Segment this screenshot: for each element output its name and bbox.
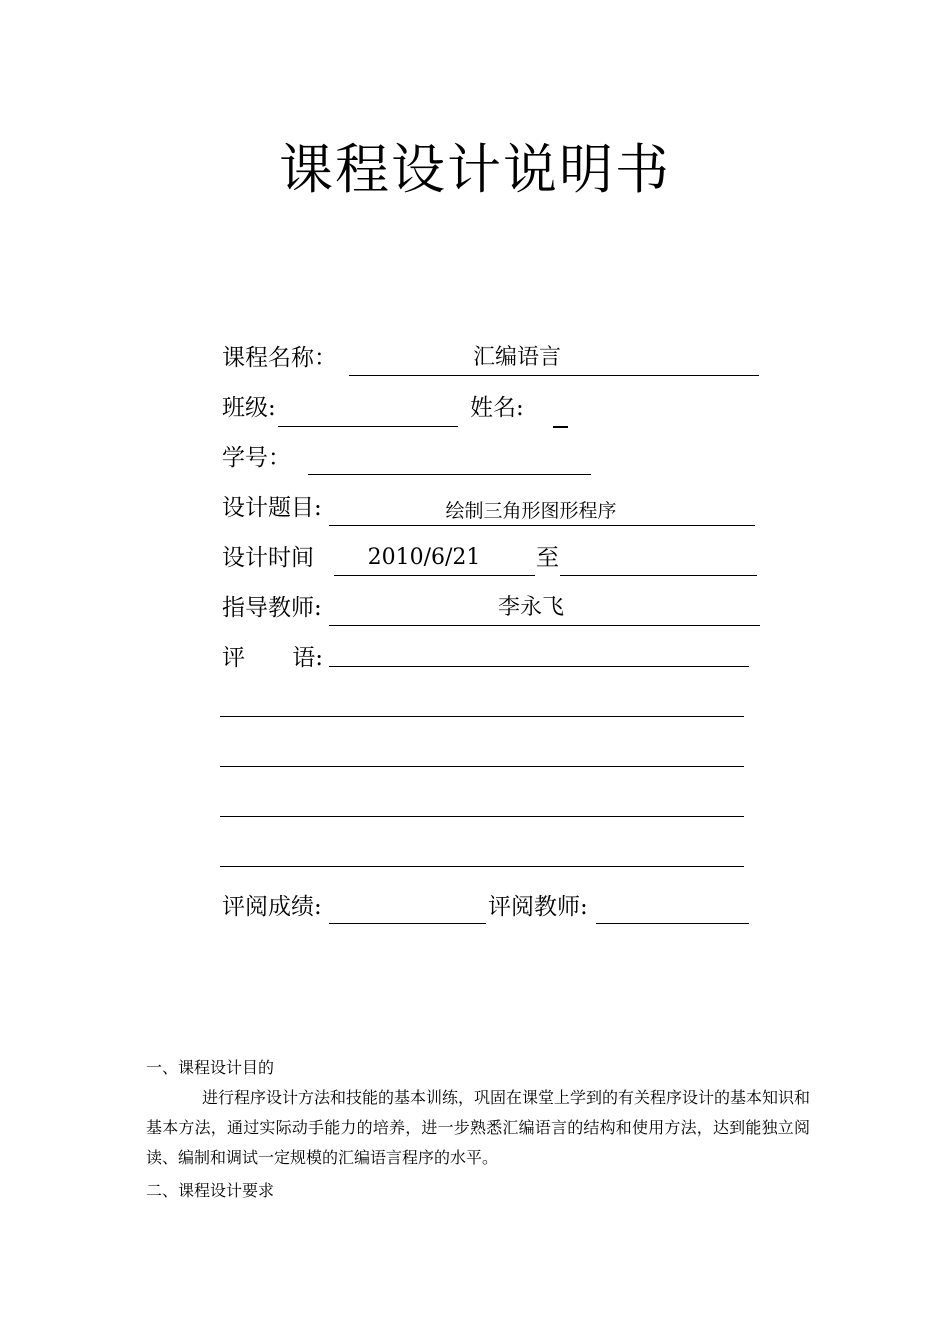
score-underline	[329, 923, 486, 924]
comment-line-2	[220, 716, 744, 717]
class-label: 班级:	[222, 395, 276, 421]
section2-heading: 二、课程设计要求	[146, 1181, 275, 1200]
score-label: 评阅成绩:	[222, 894, 322, 920]
course-label: 课程名称：	[222, 345, 337, 371]
time-start-value: 2010/6/21	[367, 545, 481, 570]
time-end-underline	[560, 575, 757, 576]
name-underline	[553, 426, 568, 428]
class-underline	[278, 426, 458, 427]
name-label: 姓名:	[470, 395, 524, 421]
teacher-value: 李永飞	[497, 595, 564, 620]
section1-paragraph: 进行程序设计方法和技能的基本训练，巩固在课堂上学到的有关程序设计的基本知识和基本方法，通过实际动手能力的培养，进一步熟悉汇编语言的结构和使用方法，达到能独立阅读、编制和调试一定规模的汇编语言程序的水平。	[146, 1088, 811, 1167]
document-title: 课程设计说明书	[279, 138, 671, 201]
teacher-label: 指导教师:	[222, 595, 322, 621]
comment-label: 评 语:	[222, 645, 324, 671]
topic-value: 绘制三角形图形程序	[445, 500, 617, 522]
comment-line-4	[220, 816, 744, 817]
comment-line-1	[329, 666, 749, 667]
teacher-underline	[329, 625, 760, 626]
time-start-underline	[334, 575, 535, 576]
reviewer-underline	[596, 923, 749, 924]
student-id-underline	[308, 474, 591, 475]
comment-line-5	[220, 866, 744, 867]
section1-heading: 一、课程设计目的	[146, 1058, 275, 1077]
time-label: 设计时间	[222, 545, 314, 571]
time-to-label: 至	[536, 545, 559, 571]
course-underline	[349, 375, 759, 376]
student-id-label: 学号：	[222, 445, 291, 471]
topic-label: 设计题目:	[222, 495, 322, 521]
reviewer-label: 评阅教师:	[488, 894, 588, 920]
course-value: 汇编语言	[472, 345, 561, 370]
comment-line-3	[220, 766, 744, 767]
